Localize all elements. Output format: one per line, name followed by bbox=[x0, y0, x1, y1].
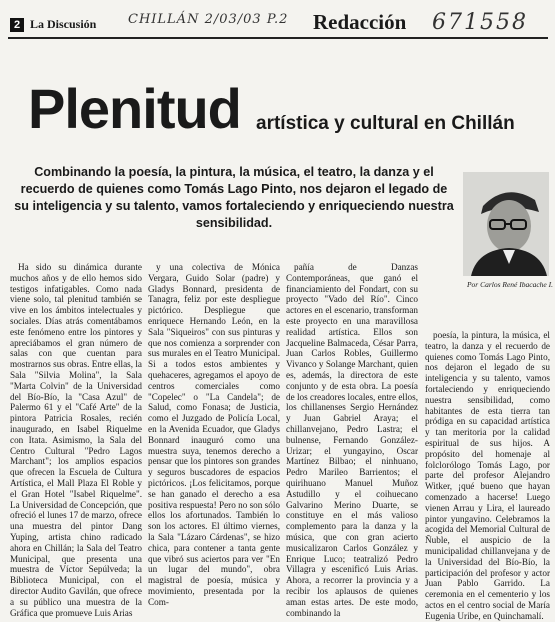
header-rule bbox=[8, 37, 548, 39]
column-text: pañía de Danzas Contemporáneas, que ganó el financiamiento del Fondart, con su proyecto "Vado del Río". Cinco actores en el escenario, transforman este proyecto en una maravillosa realidad artística. Ellos son Jacqueline Balmaceda, César Parra, Juan Carlos Robles, Guillermo Vivanco y Solange Marchant, quien es, además, la directora de este conjunto y de esta obra. La poesía de los creadores locales, entre ellos, los chillanenses Sergio Hernández y Juan Gabriel Araya; el chillanvejano, Pedro Lastra; el bulnense, Fernando González-Urizar; el yungayino, Oscar Martínez Bilbao; el ninhuano, Pedro Marileo Barrientos; el quirihuano Manuel Muñoz Astudillo y el coihuecano Galvarino Merino Duarte, se constituye en el más valioso complemento para la danza y la música, que con gran acierto musicalizaron Carlos González y Enrique Luco; teatralizó Pedro Villagra y escenificó Luis Arias. Ahora, a recorrer la provincia y a recibir los aplausos de quienes aman estas artes. De este modo, combinando la bbox=[286, 262, 418, 618]
headline-sub: artística y cultural en Chillán bbox=[256, 113, 515, 134]
column-text: Ha sido su dinámica durante muchos años y de ello hemos sido testigos infatigables. Como nada viene solo, tal plenitud también se vive en los ámbitos intelectuales y sociales. Días atrás comentábamos este fenómeno entre los pintores y apreciábamos el gran número de salas con que cuentan para mostrarnos sus obras. Entre ellas, la Sala "Silvia Molina", la Sala "Marta Colvin" de la Universidad del Bío-Bío, la "Casa Azul" de Palermo 61 y el "Café Arte" de la pintora Patricia Rosales, recién inaugurado, en Isabel Riquelme con Itata. Asimismo, la Sala del Centro Cultural "Pedro Lagos Marchant"; los amplios espacios que ofrecen la Escuela de Cultura Artística, el Mall Plaza El Roble y el Gran Hotel "Isabel Riquelme". La Universidad de Concepción, que ofreció el lunes 17 de marzo, ofrece una muestra del pintor Dang Yuping, artista chino radicado ahora en Chillán; la Sala del Teatro Municipal, que presenta una muestra de Víctor Sepúlveda; la Biblioteca Municipal, con el director Audito Gavilán, que ofrece a su público una muestra de la Gráfica que promueve Luis Arias bbox=[10, 262, 142, 618]
column-text: poesía, la pintura, la música, el teatro, la danza y el recuerdo de quienes como Tomás Lago Pinto, nos dejaron el legado de su inteligencia y su talento, vamos fortaleciendo y enriqueciendo nuestra sensibilidad, como habitantes de esta tierra tan pródiga en su capacidad artística y tan meritoria por la calidad espiritual de sus hijos. A propósito del homenaje al folclorólogo Tomás Lago, por parte del profesor Alejandro Witker, ¡qué bueno que hayan comenzado a hacerse! Luego vienen Arrau y Lira, el laureado pintor yungavino. Celebramos la acogida del Memorial Cultural de Ñuble, el auspicio de la municipalidad chillanvejana y de la Universidad del Bío-Bío, la participación del profesor y actor Juan Pablo Garrido. La ceremonia en el cementerio y los actos en el centro social de María Eugenia Uribe, en Quinchamalí. bbox=[425, 330, 550, 621]
lead-paragraph: Combinando la poesía, la pintura, la música, el teatro, la danza y el recuerdo de quienes como Tomás Lago Pinto, nos dejaron el legado de su inteligencia y su talento, vamos fortaleciendo y enriqueciendo nuestra sensibilidad. bbox=[14, 165, 454, 230]
article-column-1 bbox=[10, 262, 142, 618]
article-column-4 bbox=[425, 330, 550, 621]
column-text: y una colectiva de Mónica Vergara, Guido Solar (padre) y Gladys Bonnard, presidenta de Tanagra, feliz por este despliegue pictórico. Despliegue que enriquece Hernando León, en la Sala "Siqueiros" con sus pinturas y que nos comienza a sorprender con sus murales en el Teatro Municipal. Si a todos estos ambientes y quehaceres, agregamos el apoyo de centros comerciales como "Copelec" o "La Candela"; de Salud, como Fonasa; de Justicia, como el Juzgado de Policía Local, en la Avenida Ecuador, que Gladys Bonnard inauguró como una muestra suya, tenemos derecho a pensar que los pintores son grandes y seguros buscadores de espacios pictóricos. ¡Los felicitamos, porque se han ganado el derecho a esa positiva respuesta! Pero no son sólo ellos los afortunados. También lo son los actores. El último viernes, la Sala "Lázaro Cárdenas", se hizo chica, para contener a tanta gente que vibró sus aciertos para ver "En un lugar del mundo", obra magistral de poesía, música y movimiento, presentada por la Com- bbox=[148, 262, 280, 607]
page-header bbox=[0, 0, 555, 44]
section-title: Redacción bbox=[313, 10, 407, 34]
portrait-illustration bbox=[463, 172, 549, 276]
headline-main: Plenitud bbox=[28, 77, 241, 140]
article-column-2 bbox=[148, 262, 280, 607]
photo-caption: Por Carlos René Ibacache I. bbox=[466, 280, 553, 289]
page-number: 2 bbox=[10, 18, 24, 32]
handwritten-note: CHILLÁN 2/03/03 P.2 bbox=[128, 12, 289, 27]
newspaper-name: La Discusión bbox=[30, 17, 97, 31]
article-column-3 bbox=[286, 262, 418, 618]
author-photo bbox=[463, 172, 549, 276]
handwritten-code: 671558 bbox=[432, 10, 528, 35]
